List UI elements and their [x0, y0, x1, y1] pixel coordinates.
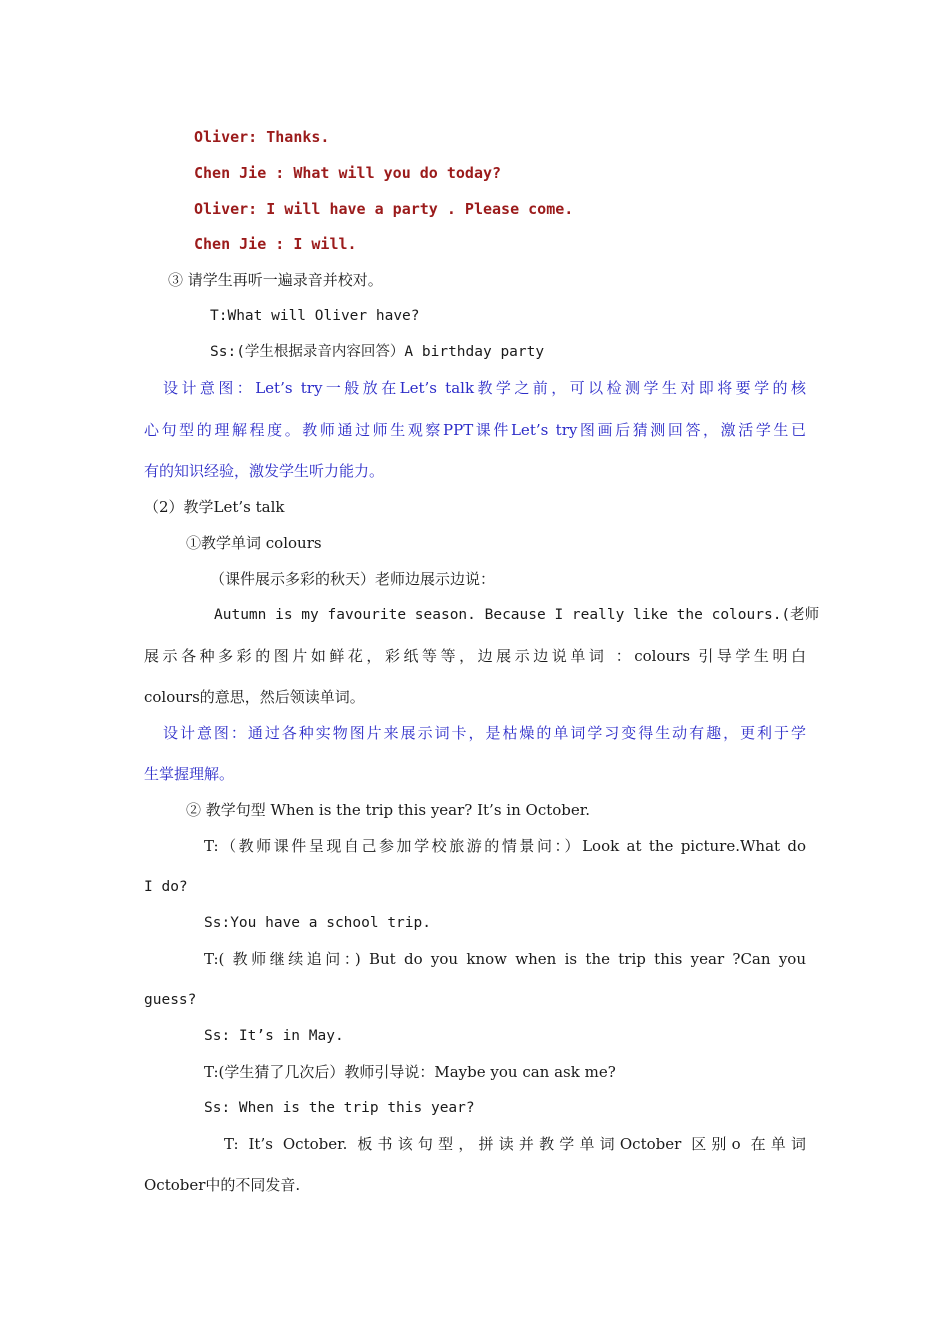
paragraph-line: T: It’s October. 板书该句型，拼读并教学单词October 区别o 在单词	[224, 1135, 806, 1153]
subsection-heading: ①教学单词 colours	[186, 534, 322, 552]
design-intent-line: 设计意图：Let’s try一般放在Let’s talk教学之前，可以检测学生对即将要学的核	[163, 379, 806, 397]
students-answer: Ss:(学生根据录音内容回答）A birthday party	[210, 344, 545, 360]
paragraph-line: Ss:You have a school trip.	[204, 915, 431, 931]
design-intent-line: 有的知识经验，激发学生听力能力。	[144, 462, 385, 480]
paragraph-line: 展示各种多彩的图片如鲜花，彩纸等等，边展示边说单词 ：colours 引导学生明白	[144, 647, 806, 665]
dialog-line: Chen Jie : What will you do today?	[194, 164, 502, 182]
paragraph-line: colours的意思，然后领读单词。	[144, 688, 365, 706]
paragraph-line: （课件展示多彩的秋天）老师边展示边说：	[210, 570, 496, 588]
dialog-line: Oliver: Thanks.	[194, 128, 330, 146]
design-intent-line: 生掌握理解。	[144, 765, 235, 783]
paragraph-line: T:(学生猜了几次后）教师引导说：Maybe you can ask me?	[204, 1063, 616, 1081]
section-heading: （2）教学Let’s talk	[144, 498, 285, 516]
paragraph-line: Autumn is my favourite season. Because I really like the colours.(老师	[214, 607, 820, 623]
teacher-question: T:What will Oliver have?	[210, 308, 420, 324]
paragraph-line: Ss: When is the trip this year?	[204, 1100, 475, 1116]
paragraph-line: T:（教师课件呈现自己参加学校旅游的情景问：）Look at the picture.What do	[204, 837, 806, 855]
subsection-heading: ② 教学句型 When is the trip this year? It’s in October.	[186, 801, 591, 819]
dialog-line: Chen Jie : I will.	[194, 235, 357, 253]
step3-heading: ③ 请学生再听一遍录音并校对。	[168, 271, 383, 289]
paragraph-line: Ss: It’s in May.	[204, 1028, 344, 1044]
paragraph-line: October中的不同发音.	[144, 1176, 301, 1194]
design-intent-line: 设计意图：通过各种实物图片来展示词卡，是枯燥的单词学习变得生动有趣，更利于学	[163, 724, 806, 742]
dialog-line: Oliver: I will have a party . Please come.	[194, 200, 574, 218]
paragraph-line: I do?	[144, 879, 188, 895]
paragraph-line: guess?	[144, 992, 197, 1008]
paragraph-line: T:( 教师继续追问：) But do you know when is the trip this year ?Can you	[204, 950, 806, 968]
design-intent-line: 心句型的理解程度。教师通过师生观察PPT课件Let’s try图画后猜测回答，激活学生已	[144, 421, 806, 439]
